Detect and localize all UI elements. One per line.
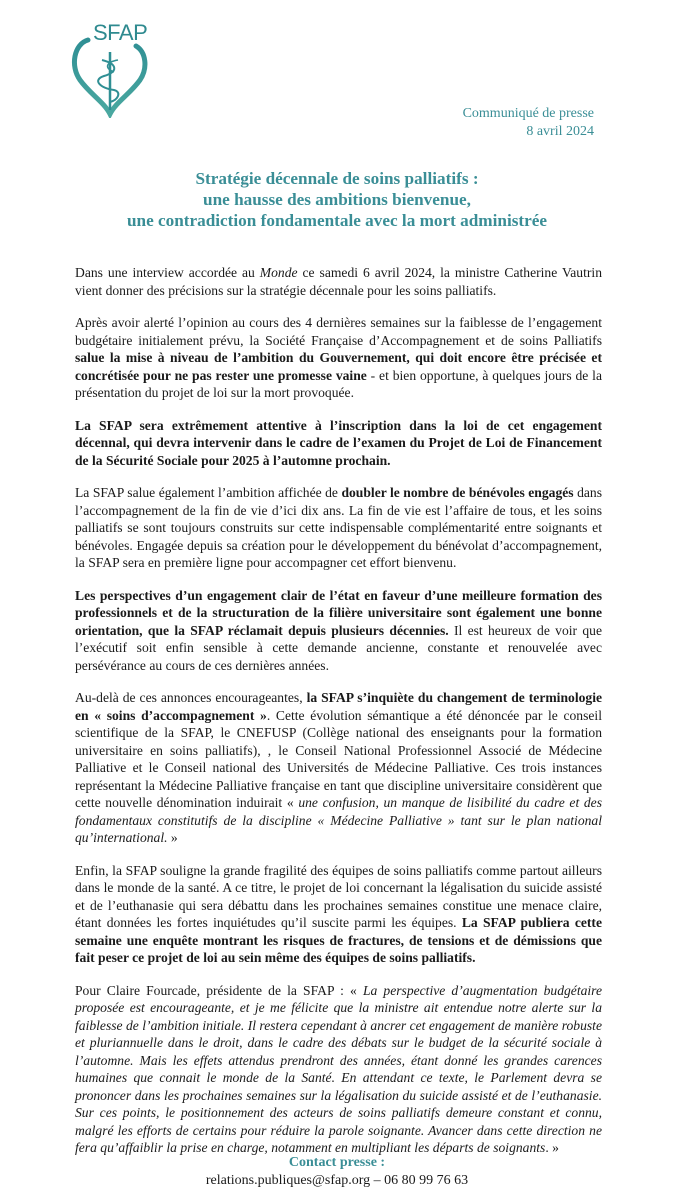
paragraph-training: Les perspectives d’un engagement clair de l’état en faveur d’une meilleure formation des professionnels et de la structuration de la filière universitaire sont également une bonne orientation, que la SFAP réclamait depuis plusieurs décennies. Il est heureux de voir que l’exécutif soit enfin sensible à cette demande ancienne, constante et renouvelée avec persévérance au cours de ces dernières années. bbox=[75, 587, 602, 673]
paragraph-plfss bbox=[75, 417, 602, 470]
bold-text-run: doubler le nombre de bénévoles engagés bbox=[341, 485, 574, 500]
document-type: Communiqué de presse bbox=[462, 106, 594, 121]
paragraph-volunteers: La SFAP salue également l’ambition affichée de doubler le nombre de bénévoles engagés dans l’accompagnement de la fin de vie d’ici dix ans. La fin de vie est l’affaire de tous, et les soins palliatifs se sont toujours construits sur cette indispensable complémentarité entre soignants et bénévoles. Engagée depuis sa création pour le développement du bénévolat d’accompagnement, la SFAP sera en première ligne pour accompagner cet effort bienvenu. bbox=[75, 485, 602, 570]
italic-text-run: Monde bbox=[259, 265, 298, 280]
title-line-3: une contradiction fondamentale avec la mort administrée bbox=[126, 211, 548, 230]
bold-text-run: salue la mise à niveau de l’ambition du Gouvernement, qui doit encore être précisée et concrétisée pour ne pas rester une promesse vaine bbox=[75, 350, 602, 383]
paragraph-terminology: Au-delà de ces annonces encourageantes, la SFAP s’inquiète du changement de terminologie en « soins d’accompagnement ». Cette évolution sémantique a été dénoncée par le conseil scientifique de la SFAP, le CNEFUSP (Collège national des enseignants pour la formation universitaire en soins palliatifs), , le Conseil National Professionnel Associé de Médecine Palliative et le Conseil national des Universités de Médecine Palliative. Ces trois instances représentant la Médecine Palliative française en tant que discipline universitaire considèrent que cette nouvelle dénomination induirait « une confusion, un manque de lisibilité du cadre et des fondamentaux constitutifs de la discipline « Médecine Palliative » tant sur le plan national qu’international. » bbox=[75, 690, 603, 845]
bold-text-run: La SFAP publiera cette semaine une enquête montrant les risques de fractures, de tensions et de démissions que fait peser ce projet de loi au sein même des équipes de soins palliatifs. bbox=[75, 915, 602, 965]
document-date: 8 avril 2024 bbox=[526, 124, 594, 139]
press-release-body bbox=[75, 264, 602, 1172]
contact-block bbox=[0, 1154, 674, 1190]
title-line-1: Stratégie décennale de soins palliatifs : bbox=[195, 169, 479, 188]
paragraph-fragility: Enfin, la SFAP souligne la grande fragilité des équipes de soins palliatifs comme partout ailleurs dans le monde de la santé. A ce titre, le projet de loi concernant la légalisation du suicide assisté et de l’euthanasie qui sera débattu dans les prochaines semaines constitue une menace claire, étant données les fortes inquiétudes qu’il suscite parmi les équipes. La SFAP publiera cette semaine une enquête montrant les risques de fractures, de tensions et de démissions que fait peser ce projet de loi au sein même des équipes de soins palliatifs. bbox=[75, 862, 602, 965]
paragraph-president-quote: Pour Claire Fourcade, présidente de la SFAP : « La perspective d’augmentation budgétaire proposée est encourageante, et je me félicite que la ministre ait entendue notre alerte sur la faiblesse de l’ambition initiale. Il restera cependant à ancrer cet engagement de manière robuste et pluriannuelle dans le droit, dans le cadre des débats sur le budget de la sécurité sociale à l’automne. Mais les effets attendus prendront des années, étant donné les grandes carences humaines que connait le monde de la Santé. En attendant ce texte, le Parlement devra se prononcer dans les prochaines semaines sur la légalisation du suicide assisté et de l’euthanasie. Sur ces points, le positionnement des acteurs de soins palliatifs demeure constant et connu, malgré les efforts de certains pour réduire la parole soignante. Avancer dans cette direction ne fera qu’affaiblir la prise en charge, notamment en multipliant les départs de soignants. » bbox=[75, 982, 602, 1155]
italic-text-run: une confusion, un manque de lisibilité du cadre et des fondamentaux constitutifs de la discipline « Médecine Palliative » tant sur le plan national qu’international. bbox=[75, 795, 603, 845]
italic-text-run: La perspective d’augmentation budgétaire proposée est encourageante, et je me félicite que la ministre ait entendue notre alerte sur la faiblesse de l’ambition initiale. Il restera cependant à ancrer cet engagement de manière robuste et pluriannuelle dans le droit, dans le cadre des débats sur le budget de la sécurité sociale à l’automne. Mais les effets attendus prendront des années, étant donné les grandes carences humaines que connait le monde de la Santé. En attendant ce texte, le Parlement devra se prononcer dans les prochaines semaines sur la légalisation du suicide assisté et de l’euthanasie. Sur ces points, le positionnement des acteurs de soins palliatifs demeure constant et connu, malgré les efforts de certains pour réduire la parole soignante. Avancer dans cette direction ne fera qu’affaiblir la prise en charge, notamment en multipliant les départs de soignants bbox=[75, 982, 602, 1155]
contact-details[interactable]: relations.publiques@sfap.org – 06 80 99 76 63 bbox=[205, 1173, 469, 1188]
logo-text: SFAP bbox=[93, 20, 148, 45]
contact-label: Contact presse : bbox=[288, 1155, 386, 1170]
bold-text-run: Les perspectives d’un engagement clair de l’état en faveur d’une meilleure formation des professionnels et de la structuration de la filière universitaire sont également une bonne orientation, que la SFAP réclamait depuis plusieurs décennies. bbox=[75, 587, 602, 638]
paragraph-budget-alert: Après avoir alerté l’opinion au cours des 4 dernières semaines sur la faiblesse de l’engagement budgétaire initialement prévu, la Société Française d’Accompagnement et de soins Palliatifs salue la mise à niveau de l’ambition du Gouvernement, qui doit encore être précisée et concrétisée pour ne pas rester une promesse vaine - et bien opportune, à quelques jours de la présentation du projet de loi sur la mort provoquée. bbox=[75, 315, 602, 400]
document-header bbox=[463, 105, 594, 141]
page-title bbox=[60, 168, 614, 231]
paragraph-intro: Dans une interview accordée au Monde ce samedi 6 avril 2024, la ministre Catherine Vautrin vient donner des précisions sur la stratégie décennale pour les soins palliatifs. bbox=[75, 265, 602, 298]
bold-text-run: La SFAP sera extrêmement attentive à l’inscription dans la loi de cet engagement décennal, qui devra intervenir dans le cadre de l’examen du Projet de Loi de Financement de la Sécurité Sociale pour 2025 à l’automne prochain. bbox=[75, 417, 602, 468]
title-line-2: une hausse des ambitions bienvenue, bbox=[203, 190, 471, 209]
bold-text-run: la SFAP s’inquiète du changement de terminologie en « soins d’accompagnement » bbox=[75, 690, 603, 723]
